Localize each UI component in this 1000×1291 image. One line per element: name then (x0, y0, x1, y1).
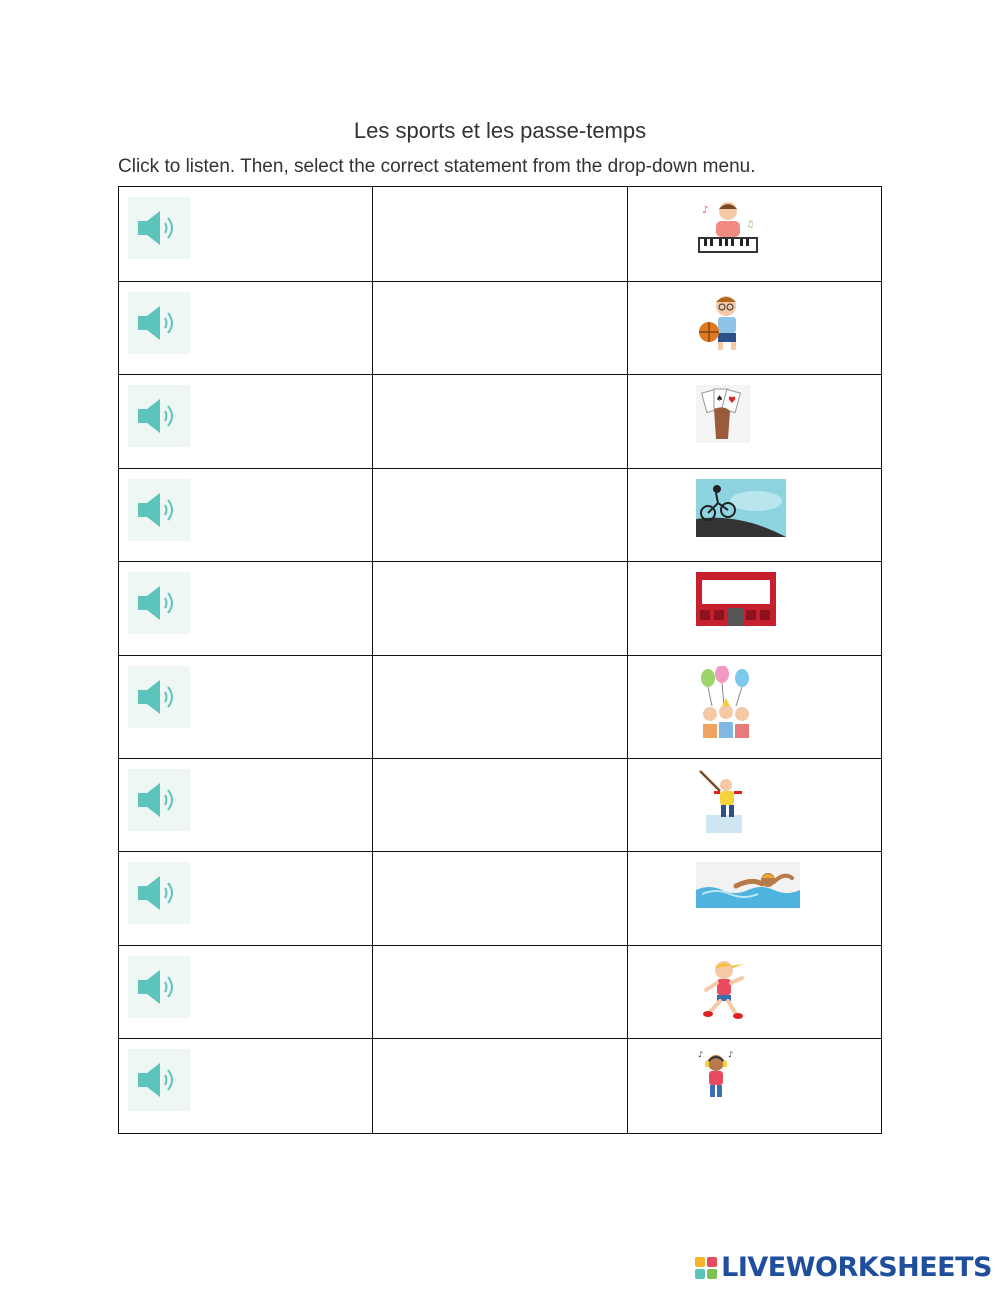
speaker-icon (136, 873, 182, 913)
speaker-button[interactable] (128, 572, 190, 634)
cyclist-icon (696, 479, 786, 537)
speaker-icon (136, 967, 182, 1007)
table-row (119, 946, 882, 1039)
picture-cell (627, 375, 881, 469)
answer-dropdown-cell (373, 759, 627, 852)
liveworksheets-logo (695, 1252, 992, 1283)
svg-text:♪: ♪ (697, 1050, 703, 1059)
table-row (119, 852, 882, 946)
svg-text:♫: ♫ (745, 220, 754, 230)
answer-dropdown[interactable] (373, 852, 626, 945)
speaker-icon (136, 303, 182, 343)
answer-dropdown-cell (373, 852, 627, 946)
picture-cell (627, 656, 881, 759)
table-row (119, 1039, 882, 1134)
speaker-button[interactable] (128, 666, 190, 728)
table-row (119, 759, 882, 852)
answer-dropdown-cell (373, 375, 627, 469)
svg-text:♠: ♠ (715, 394, 723, 403)
picture-cell (627, 852, 881, 946)
cinema-screen-icon (696, 572, 776, 626)
speaker-button[interactable] (128, 479, 190, 541)
audio-cell (119, 562, 373, 656)
music-listener-icon (696, 1049, 736, 1101)
table-row (119, 656, 882, 759)
audio-cell (119, 656, 373, 759)
answer-dropdown[interactable] (373, 187, 626, 281)
table-row (119, 562, 882, 656)
audio-cell (119, 282, 373, 375)
picture-cell (627, 946, 881, 1039)
piano-player-icon (696, 197, 760, 259)
basketball-player-icon (696, 292, 752, 354)
speaker-button[interactable] (128, 197, 190, 259)
picture-cell (627, 759, 881, 852)
worksheet-table (118, 186, 882, 1134)
picture-cell (627, 1039, 881, 1134)
audio-cell (119, 469, 373, 562)
speaker-icon (136, 677, 182, 717)
logo-block (695, 1257, 705, 1267)
logo-block (707, 1269, 717, 1279)
answer-dropdown-cell (373, 562, 627, 656)
picture-cell (627, 469, 881, 562)
speaker-button[interactable] (128, 956, 190, 1018)
table-row (119, 375, 882, 469)
hockey-player-icon (696, 769, 752, 835)
answer-dropdown-cell (373, 187, 627, 282)
picture-cell (627, 282, 881, 375)
answer-dropdown-cell (373, 282, 627, 375)
answer-dropdown-cell (373, 656, 627, 759)
table-row (119, 187, 882, 282)
answer-dropdown[interactable] (373, 375, 626, 468)
runner-icon (696, 956, 752, 1020)
svg-text:♪: ♪ (701, 205, 709, 216)
answer-dropdown[interactable] (373, 759, 626, 851)
logo-block (695, 1269, 705, 1279)
speaker-icon (136, 780, 182, 820)
answer-dropdown-cell (373, 469, 627, 562)
party-balloons-icon (696, 666, 756, 740)
audio-cell (119, 759, 373, 852)
audio-cell (119, 1039, 373, 1134)
speaker-button[interactable] (128, 1049, 190, 1111)
speaker-icon (136, 208, 182, 248)
answer-dropdown[interactable] (373, 282, 626, 374)
table-row (119, 282, 882, 375)
speaker-icon (136, 490, 182, 530)
answer-dropdown[interactable] (373, 656, 626, 758)
audio-cell (119, 852, 373, 946)
logo-text: LIVEWORKSHEETS (721, 1252, 992, 1283)
speaker-button[interactable] (128, 769, 190, 831)
speaker-button[interactable] (128, 862, 190, 924)
answer-dropdown[interactable] (373, 562, 626, 655)
table-row (119, 469, 882, 562)
page-title: Les sports et les passe-temps (353, 118, 647, 143)
speaker-icon (136, 1060, 182, 1100)
playing-cards-icon (696, 385, 750, 443)
audio-cell (119, 946, 373, 1039)
svg-text:♥: ♥ (727, 396, 736, 406)
audio-cell (119, 187, 373, 282)
answer-dropdown[interactable] (373, 946, 626, 1038)
speaker-icon (136, 583, 182, 623)
answer-dropdown-cell (373, 946, 627, 1039)
instructions-text: Click to listen. Then, select the correct statement from the drop-down menu. (118, 156, 756, 177)
picture-cell (627, 562, 881, 656)
logo-block (707, 1257, 717, 1267)
speaker-icon (136, 396, 182, 436)
answer-dropdown-cell (373, 1039, 627, 1134)
picture-cell (627, 187, 881, 282)
swimmer-icon (696, 862, 800, 908)
speaker-button[interactable] (128, 385, 190, 447)
answer-dropdown[interactable] (373, 1039, 626, 1133)
audio-cell (119, 375, 373, 469)
speaker-button[interactable] (128, 292, 190, 354)
answer-dropdown[interactable] (373, 469, 626, 561)
svg-text:♪: ♪ (727, 1050, 733, 1059)
logo-blocks (695, 1257, 717, 1279)
